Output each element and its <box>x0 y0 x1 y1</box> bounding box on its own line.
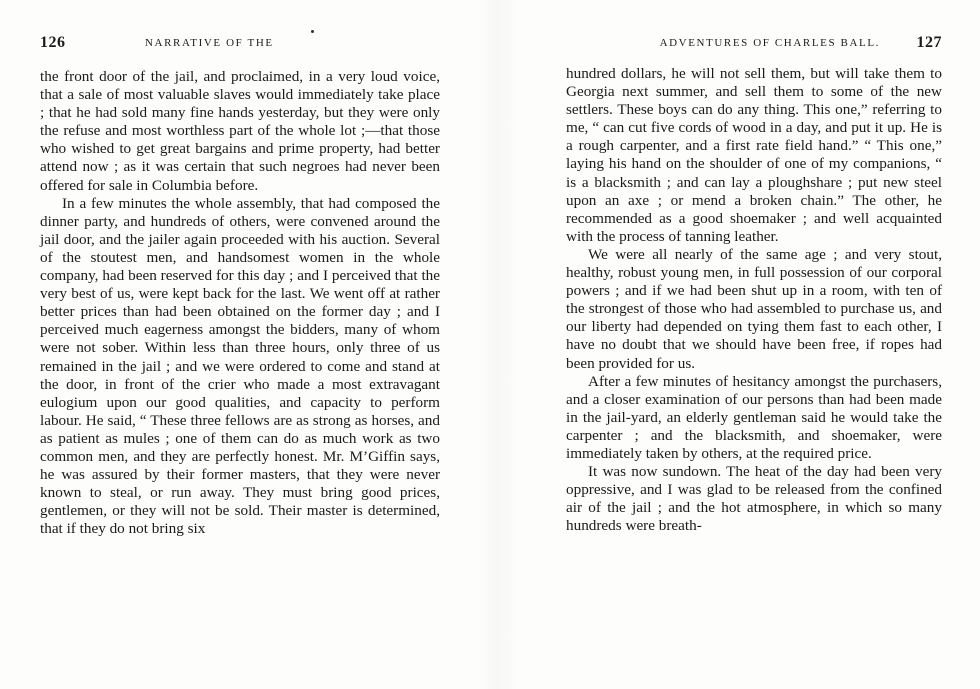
left-paragraph-2: In a few minutes the whole assembly, that had composed the dinner party, and hundreds of others, were convened around the jail door, and the jailer again proceeded with his auction. Several of the stoutest men, and handsomest women in the whole company, had been reserved for this day ; and I perceived that the very best of us, were kept back for the last. We went off at rather better prices than had been obtained on the former day ; and I perceived much eagerness amongst the bidders, many of whom were not sober. Within less than three hours, only three of us remained in the jail ; and we were ordered to come and stand at the door, in front of the crier who made a most extravagant eulogium upon our good qualities, and capacity to perform labour. He said, “ These three fellows are as strong as horses, and as patient as mules ; one of them can do as much work as two common men, and they are perfectly honest. Mr. M’Giffin says, he was assured by their former masters, that they were never known to steal, or run away. They must bring good prices, gentlemen, or they will not be sold. Their master is determined, that if they do not bring six <box>40 194 440 538</box>
left-running-head-title: NARRATIVE OF THE <box>145 37 274 49</box>
right-paragraph-1: hundred dollars, he will not sell them, but will take them to Georgia next summer, and sell them to some of the new settlers. These boys can do any thing. This one,” referring to me, “ can cut five cords of wood in a day, and put it up. He is a rough carpenter, and a first rate field hand.” “ This one,” laying his hand on the shoulder of one of my companions, “ is a blacksmith ; and can lay a ploughshare ; put new steel upon an axe ; or mend a broken chain.” The other, he recommended as a good shoemaker ; and well acquainted with the process of tanning leather. <box>566 65 942 245</box>
right-paragraph-3: After a few minutes of hesitancy amongst the purchasers, and a closer examination of our persons than had been made in the jail-yard, an elderly gentleman said he would take the carpenter ; and the blacksmith, and shoemaker, were immediately taken by others, at the required price. <box>566 372 942 462</box>
left-page-text <box>40 68 440 538</box>
left-page <box>40 34 440 538</box>
right-page-text <box>566 65 942 535</box>
right-paragraph-4: It was now sundown. The heat of the day had been very oppressive, and I was glad to be released from the confined air of the jail ; and the hot atmosphere, in which so many hundreds were breath- <box>566 463 942 535</box>
right-page <box>566 34 942 535</box>
right-paragraph-2: We were all nearly of the same age ; and very stout, healthy, robust young men, in full possession of our corporal powers ; and if we had been shut up in a room, with ten of the strongest of those who had assembled to purchase us, and our liberty had depended on tying them fast to each other, I have no doubt that we should have been free, if ropes had been provided for us. <box>566 245 942 372</box>
left-paragraph-1: the front door of the jail, and proclaimed, in a very loud voice, that a sale of most valuable slaves would immediately take place ; that he had sold many fine hands yesterday, but they were only the refuse and most worthless part of the whole lot ;—that those who wished to get great bargains and prime property, had better attend now ; as it was certain that such negroes had never been offered for sale in Columbia before. <box>40 68 440 194</box>
left-running-head <box>40 34 440 54</box>
right-running-head <box>566 34 942 54</box>
left-page-number: 126 <box>40 34 66 51</box>
ink-speck <box>311 30 314 33</box>
right-page-number: 127 <box>916 34 942 51</box>
right-running-head-title: ADVENTURES OF CHARLES BALL. <box>659 37 880 49</box>
book-gutter <box>478 0 518 689</box>
